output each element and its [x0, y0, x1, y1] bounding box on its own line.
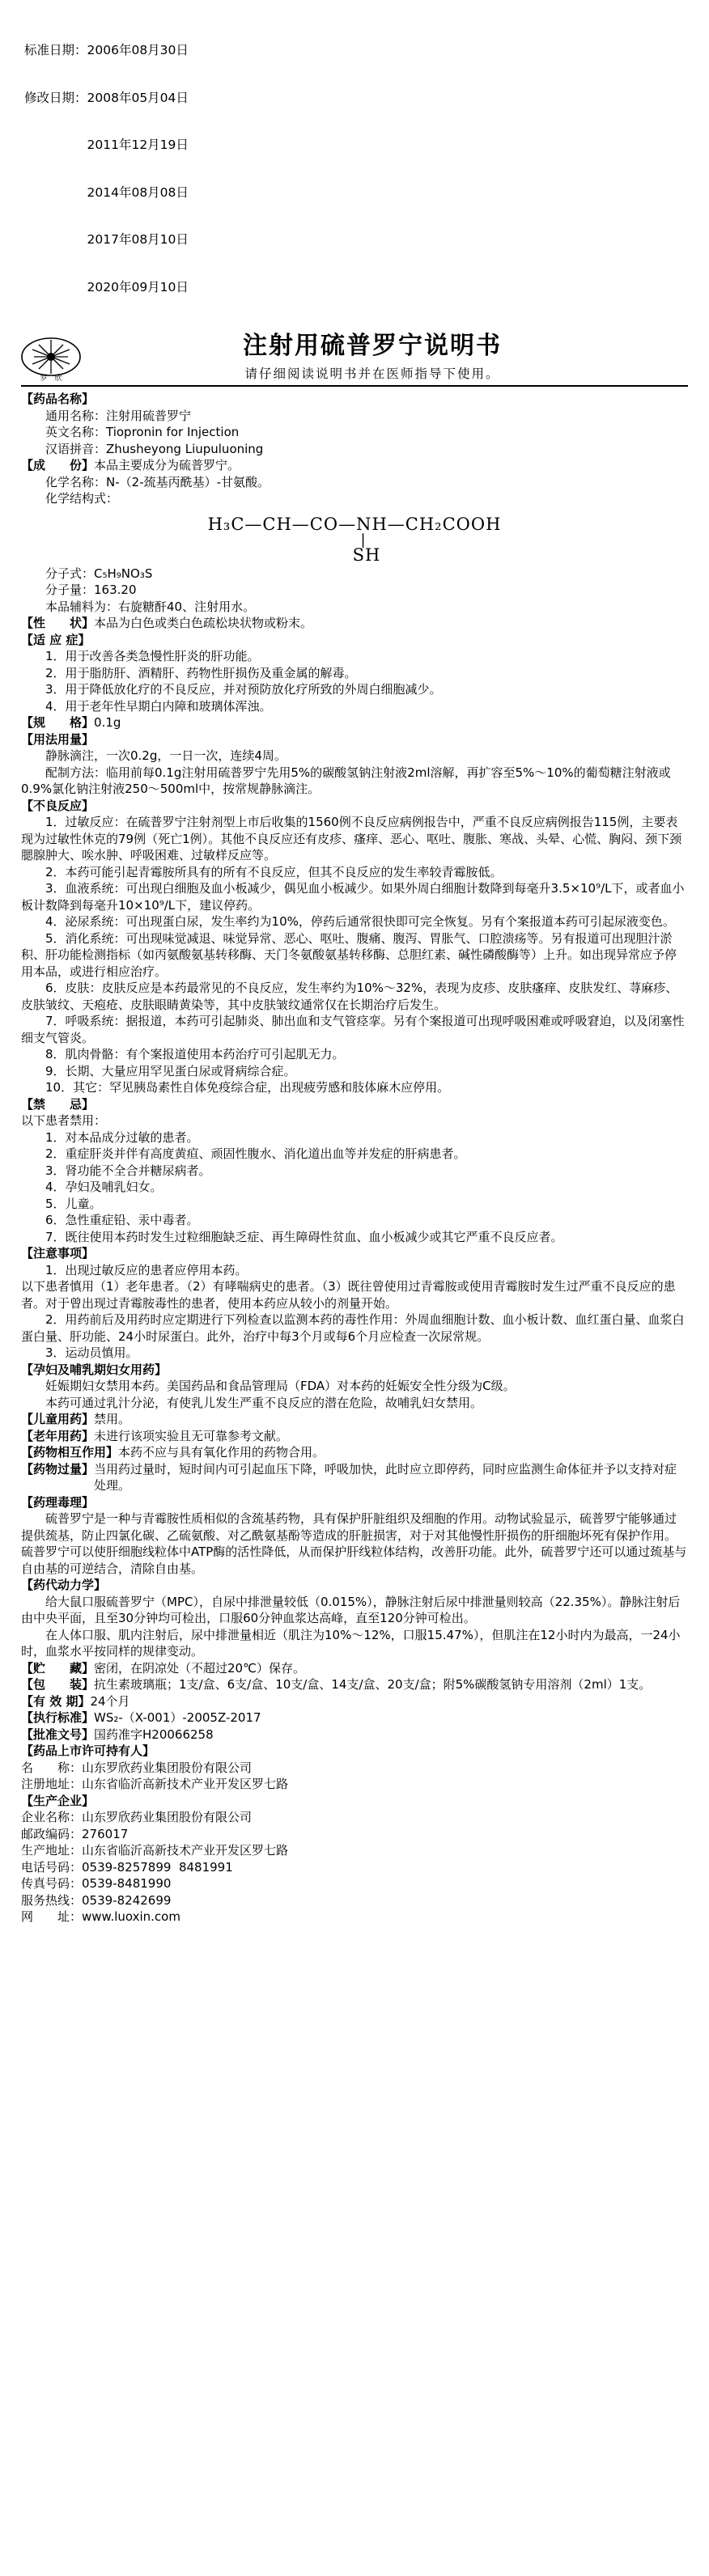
section-precautions-heading: 【注意事项】 — [21, 1246, 95, 1260]
chemical-name-value: N-（2-巯基丙酰基）-甘氨酸。 — [106, 474, 270, 489]
svg-text:罗 欣: 罗 欣 — [40, 375, 62, 382]
adverse-item-0: 1．过敏反应：在硫普罗宁注射剂型上市后收集的1560例不良反应病例报告中，严重不良反应病例报告115例，主要表现为过敏性休克的79例（死亡1例）。其他不良反应还有皮疹、瘙痒、恶心、呕吐、腹胀、寒战、头晕、心慌、胸闷、颈下颈腮腺肿大、唉水肿、呼吸困难、过敏样反应等。 — [21, 815, 682, 862]
section-storage — [21, 1660, 688, 1677]
holder-name-line — [21, 1760, 688, 1777]
section-description-text: 本品为白色或类白色疏松块状物或粉末。 — [94, 616, 313, 630]
section-description-heading: 【性 状】 — [21, 616, 95, 630]
section-manufacturer — [21, 1793, 688, 1810]
section-holder — [21, 1743, 688, 1760]
pregnancy-item-0: 妊娠期妇女禁用本药。美国药品和食品管理局（FDA）对本药的妊娠安全性分级为C级。 — [45, 1379, 516, 1393]
manufacturer-postcode-value: 276017 — [82, 1826, 129, 1841]
generic-name-value: 注射用硫普罗宁 — [106, 408, 192, 423]
section-interaction-text: 本药不应与具有氧化作用的药物合用。 — [118, 1445, 325, 1460]
chemical-name-line — [21, 474, 688, 491]
contra-item-5: 6．急性重症铅、汞中毒者。 — [45, 1213, 199, 1227]
manufacturer-postcode-label: 邮政编码： — [21, 1826, 83, 1841]
mw-label: 分子量： — [45, 583, 95, 597]
section-drug-name — [21, 391, 688, 408]
contra-item-4: 5．儿童。 — [45, 1196, 102, 1211]
title-bar — [21, 332, 688, 382]
section-standard — [21, 1710, 688, 1727]
adverse-item-4: 5．消化系统：可出现味觉减退、味觉异常、恶心、呕吐、腹痛、腹泻、胃胀气、口腔溃疡等。另有报道可出现胆汁淤积、肝功能检测指标（如丙氨酸氨基转移酶、天门冬氨酸氨基转移酶、总胆红素、碱性磷酸酶等）上升。如出现异常应予停用本品，或进行相应治疗。 — [21, 930, 677, 979]
section-spec-text: 0.1g — [94, 715, 121, 730]
contra-item-1: 2．重症肝炎并伴有高度黄疸、顽固性腹水、消化道出血等并发症的肝病患者。 — [45, 1146, 466, 1161]
precaution-item-3: 3．运动员慎用。 — [45, 1345, 138, 1360]
indication-item-0: 1．用于改善各类急慢性肝炎的肝功能。 — [45, 649, 260, 663]
section-precautions — [21, 1245, 688, 1262]
section-shelf-life-heading: 【有 效 期】 — [21, 1693, 91, 1709]
section-packaging-text: 抗生素玻璃瓶；1支/盒、6支/盒、10支/盒、14支/盒、20支/盒；附5%碳酸氢钠专用溶剂（2ml）1支。 — [94, 1677, 652, 1692]
formula-value: C₅H₉NO₃S — [94, 566, 153, 581]
section-elderly-text: 未进行该项实验且无可靠参考文献。 — [94, 1428, 289, 1443]
section-pharmacokinetics — [21, 1577, 688, 1594]
section-overdose — [21, 1461, 688, 1494]
section-spec — [21, 714, 688, 731]
company-logo-icon — [21, 332, 81, 382]
page-title: 注射用硫普罗宁说明书 — [243, 332, 502, 360]
adverse-item-3: 4．泌尿系统：可出现蛋白尿，发生率约为10%，停药后通常很快即可完全恢复。另有个案报道本药可引起尿液变色。 — [45, 914, 675, 929]
revision-date-value-3: 2017年08月10日 — [87, 232, 189, 247]
indication-item-2: 3．用于降低放化疗的不良反应，并对预防放化疗所致的外周白细胞减少。 — [45, 682, 442, 697]
precaution-item-1: 以下患者慎用（1）老年患者。（2）有哮喘病史的患者。（3）既往曾使用过青霉胺或使用青霉胺时发生过严重不良反应的患者。对于曾出现过青霉胺毒性的患者，使用本药应从较小的剂量开始。 — [21, 1279, 676, 1311]
revision-date-value-1: 2011年12月19日 — [87, 138, 189, 152]
approval-date-label: 标准日期： — [24, 43, 87, 57]
manufacturer-fax-value: 0539-8481990 — [82, 1876, 172, 1891]
manufacturer-site-value: 山东省临沂高新技术产业开发区罗七路 — [82, 1843, 289, 1858]
manufacturer-tel-line — [21, 1859, 688, 1876]
pinyin-name-line — [21, 441, 688, 458]
structure-main: H₃C—CH—CO—NH—CH₂COOH — [207, 514, 502, 534]
revision-date-line-4 — [24, 280, 688, 296]
section-storage-heading: 【贮 藏】 — [21, 1660, 95, 1676]
section-packaging — [21, 1676, 688, 1693]
manufacturer-site-label: 生产地址： — [21, 1843, 83, 1858]
generic-name-line — [21, 408, 688, 425]
content-body — [21, 391, 688, 1926]
revision-date-label: 修改日期： — [24, 90, 87, 105]
manufacturer-tel-value: 0539-8257899 8481991 — [82, 1859, 233, 1875]
pinyin-name-value: Zhusheyong Liupuluoning — [106, 441, 264, 456]
contra-item-2: 3．肾功能不全合并糖尿病者。 — [45, 1163, 211, 1178]
holder-address-label: 注册地址： — [21, 1777, 83, 1791]
section-ingredients — [21, 457, 688, 474]
precaution-item-2: 2．用药前后及用药时应定期进行下列检查以监测本药的毒性作用：外周血细胞计数、血小板计数、血红蛋白量、血浆白蛋白量、肝功能、24小时尿蛋白。此外，治疗中每3个月或每6个月应检查一次尿常规。 — [21, 1312, 685, 1344]
adverse-item-5: 6．皮肤：皮肤反应是本药最常见的不良反应，发生率约为10%～32%，表现为皮疹、皮肤瘙痒、皮肤发红、荨麻疹、皮肤皱纹、天疱疮、皮肤眼睛黄染等，其中皮肤皱纹通常仅在长期治疗后发生。 — [21, 981, 678, 1012]
excipients-line: 本品辅料为：右旋糖酐40、注射用水。 — [45, 599, 256, 614]
holder-name-value: 山东罗欣药业集团股份有限公司 — [82, 1760, 253, 1775]
manufacturer-web-line — [21, 1909, 688, 1926]
generic-name-label: 通用名称： — [45, 408, 107, 423]
section-packaging-heading: 【包 装】 — [21, 1677, 95, 1692]
section-indications-heading: 【适 应 症】 — [21, 632, 91, 647]
section-manufacturer-heading: 【生产企业】 — [21, 1793, 95, 1808]
section-contraindications-heading: 【禁 忌】 — [21, 1096, 95, 1112]
revision-date-line-0 — [24, 91, 688, 107]
revision-date-value-2: 2014年08月08日 — [87, 184, 189, 200]
adverse-item-8: 9．长期、大量应用罕见蛋白尿或肾病综合症。 — [45, 1063, 296, 1078]
precaution-item-0: 1．出现过敏反应的患者应停用本药。 — [45, 1262, 248, 1277]
section-pharmacology-heading: 【药理毒理】 — [21, 1494, 95, 1510]
holder-address-line — [21, 1776, 688, 1793]
dosage-line-1: 静脉滴注，一次0.2g，一日一次，连续4周。 — [45, 748, 287, 763]
section-dosage-heading: 【用法用量】 — [21, 731, 95, 747]
section-ingredients-text: 本品主要成分为硫普罗宁。 — [94, 458, 240, 472]
revision-date-line-1 — [24, 138, 688, 154]
section-approval-number — [21, 1727, 688, 1743]
section-children-heading: 【儿童用药】 — [21, 1412, 95, 1426]
date-block — [24, 11, 688, 327]
section-pregnancy-heading: 【孕妇及哺乳期妇女用药】 — [21, 1362, 168, 1377]
mw-line — [21, 582, 688, 599]
chemical-name-label: 化学名称： — [45, 474, 107, 489]
section-interaction — [21, 1444, 688, 1461]
manufacturer-company-value: 山东罗欣药业集团股份有限公司 — [82, 1810, 253, 1824]
section-pharmacokinetics-heading: 【药代动力学】 — [21, 1578, 107, 1592]
manufacturer-company-label: 企业名称： — [21, 1810, 83, 1824]
pinyin-name-label: 汉语拼音： — [45, 441, 107, 456]
english-name-line — [21, 424, 688, 441]
section-elderly — [21, 1428, 688, 1445]
section-shelf-life — [21, 1693, 688, 1710]
pregnancy-item-1: 本药可通过乳汁分泌，有使乳儿发生严重不良反应的潜在危险，故哺乳妇女禁用。 — [45, 1395, 483, 1410]
holder-name-label: 名 称： — [21, 1760, 83, 1775]
manufacturer-service-line — [21, 1892, 688, 1909]
section-indications — [21, 632, 688, 649]
section-description — [21, 615, 688, 632]
structure-bond: | — [360, 531, 367, 549]
revision-date-line-2 — [24, 185, 688, 201]
section-ingredients-heading: 【成 份】 — [21, 458, 95, 472]
section-contraindications — [21, 1096, 688, 1113]
contra-item-6: 7．既往使用本药时发生过粒细胞缺乏症、再生障碍性贫血、血小板减少或其它严重不良反应者。 — [45, 1229, 563, 1244]
section-standard-text: WS₂-（X-001）-2005Z-2017 — [94, 1710, 261, 1725]
manufacturer-web-value[interactable]: www.luoxin.com — [82, 1909, 180, 1924]
revision-date-value-0: 2008年05月04日 — [87, 90, 189, 105]
section-standard-heading: 【执行标准】 — [21, 1710, 95, 1725]
title-divider — [21, 385, 688, 387]
manufacturer-fax-line — [21, 1875, 688, 1892]
approval-date-line — [24, 43, 688, 59]
adverse-item-1: 2．本药可能引起青霉胺所具有的所有不良反应，但其不良反应的发生率较青霉胺低。 — [45, 864, 503, 879]
contra-item-0: 1．对本品成分过敏的患者。 — [45, 1129, 199, 1145]
manufacturer-company-line — [21, 1809, 688, 1826]
section-storage-text: 密闭，在阴凉处（不超过20℃）保存。 — [94, 1660, 305, 1676]
indication-item-1: 2．用于脂肪肝、酒精肝、药物性肝损伤及重金属的解毒。 — [45, 665, 357, 680]
structure-sh: SH — [352, 544, 381, 565]
contra-lead: 以下患者禁用： — [21, 1113, 107, 1128]
manufacturer-service-label: 服务热线： — [21, 1892, 83, 1908]
manufacturer-postcode-line — [21, 1826, 688, 1843]
structure-label: 化学结构式： — [45, 491, 119, 506]
section-shelf-life-text: 24个月 — [90, 1693, 130, 1709]
adverse-item-6: 7．呼吸系统：据报道，本药可引起肺炎、肺出血和支气管痉挛。另有个案报道可出现呼吸困难或呼吸窘迫，以及闭塞性细支气管炎。 — [21, 1014, 685, 1045]
manufacturer-tel-label: 电话号码： — [21, 1859, 83, 1875]
holder-address-value: 山东省临沂高新技术产业开发区罗七路 — [82, 1777, 289, 1791]
formula-label: 分子式： — [45, 566, 95, 581]
section-overdose-heading: 【药物过量】 — [21, 1461, 95, 1477]
section-children-text: 禁用。 — [94, 1412, 131, 1426]
adverse-item-2: 3．血液系统：可出现白细胞及血小板减少，偶见血小板减少。如果外周白细胞计数降到每毫升3.5×10⁹/L下，或者血小板计数降到每毫升10×10⁹/L下，建议停药。 — [21, 881, 685, 913]
section-adverse-heading: 【不良反应】 — [21, 798, 95, 813]
section-dosage — [21, 731, 688, 748]
section-drug-name-heading: 【药品名称】 — [21, 392, 95, 406]
formula-line — [21, 566, 688, 583]
section-approval-number-text: 国药准字H20066258 — [94, 1727, 214, 1742]
revision-date-line-3 — [24, 232, 688, 248]
chemical-structure — [21, 514, 688, 564]
adverse-item-7: 8．肌肉骨骼：有个案报道使用本药治疗可引起肌无力。 — [45, 1047, 345, 1061]
english-name-label: 英文名称： — [45, 425, 107, 439]
manufacturer-site-line — [21, 1842, 688, 1859]
section-children — [21, 1411, 688, 1428]
dosage-line-2: 配制方法：临用前每0.1g注射用硫普罗宁先用5%的碳酸氢钠注射液2ml溶解，再扩容至5%～10%的葡萄糖注射液或0.9%氯化钠注射液250～500ml中，按常规静脉滴注。 — [21, 765, 671, 796]
adverse-item-9: 10．其它：罕见胰岛素性自体免疫综合症，出现疲劳感和肢体麻木应停用。 — [45, 1080, 450, 1095]
section-elderly-heading: 【老年用药】 — [21, 1428, 95, 1443]
section-pregnancy — [21, 1362, 688, 1379]
section-holder-heading: 【药品上市许可持有人】 — [21, 1743, 155, 1758]
section-spec-heading: 【规 格】 — [21, 715, 95, 730]
section-interaction-heading: 【药物相互作用】 — [21, 1445, 119, 1460]
page-subtitle: 请仔细阅读说明书并在医师指导下使用。 — [244, 366, 500, 381]
manufacturer-fax-label: 传真号码： — [21, 1876, 83, 1891]
revision-date-value-4: 2020年09月10日 — [87, 279, 189, 294]
contra-item-3: 4．孕妇及哺乳妇女。 — [45, 1180, 163, 1194]
section-overdose-text: 当用药过量时，短时间内可引起血压下降，呼吸加快，此时应立即停药，同时应监测生命体征并予以支持对症处理。 — [94, 1461, 677, 1493]
manufacturer-service-value: 0539-8242699 — [82, 1892, 172, 1908]
section-pharmacology — [21, 1494, 688, 1511]
pharmacology-para-0: 硫普罗宁是一种与青霉胺性质相似的含巯基药物，具有保护肝脏组织及细胞的作用。动物试验显示，硫普罗宁能够通过提供巯基，防止四氯化碳、乙硫氨酸、对乙酰氨基酚等造成的肝脏损害，对于对其他慢性肝损伤的肝细胞坏死有保护作用。硫普罗宁可以使肝细胞线粒体中ATP酶的活性降低，从而保护肝线粒体结构，改善肝功能。此外，硫普罗宁还可以通过巯基与自由基的可逆结合，清除自由基。 — [21, 1511, 687, 1576]
approval-date-value: 2006年08月30日 — [87, 43, 189, 57]
manufacturer-web-label: 网 址： — [21, 1909, 83, 1924]
indication-item-3: 4．用于老年性早期白内障和玻璃体浑浊。 — [45, 698, 272, 714]
pk-para-0: 给大鼠口服硫普罗宁（MPC），自尿中排泄量较低（0.015%），静脉注射后尿中排泄量则较高（22.35%）。静脉注射后由中央平面，且至30分钟均可检出，口服60分钟血浆达高峰，直至120分钟可检出。 — [21, 1594, 681, 1625]
mw-value: 163.20 — [94, 583, 137, 597]
section-adverse — [21, 798, 688, 815]
pk-para-1: 在人体口服、肌内注射后，尿中排泄量相近（肌注为10%～12%，口服15.47%），但肌注在12小时内为最高，一24小时，血浆水平按同样的规律变动。 — [21, 1627, 681, 1659]
section-approval-number-heading: 【批准文号】 — [21, 1727, 95, 1742]
english-name-value: Tiopronin for Injection — [106, 425, 240, 439]
